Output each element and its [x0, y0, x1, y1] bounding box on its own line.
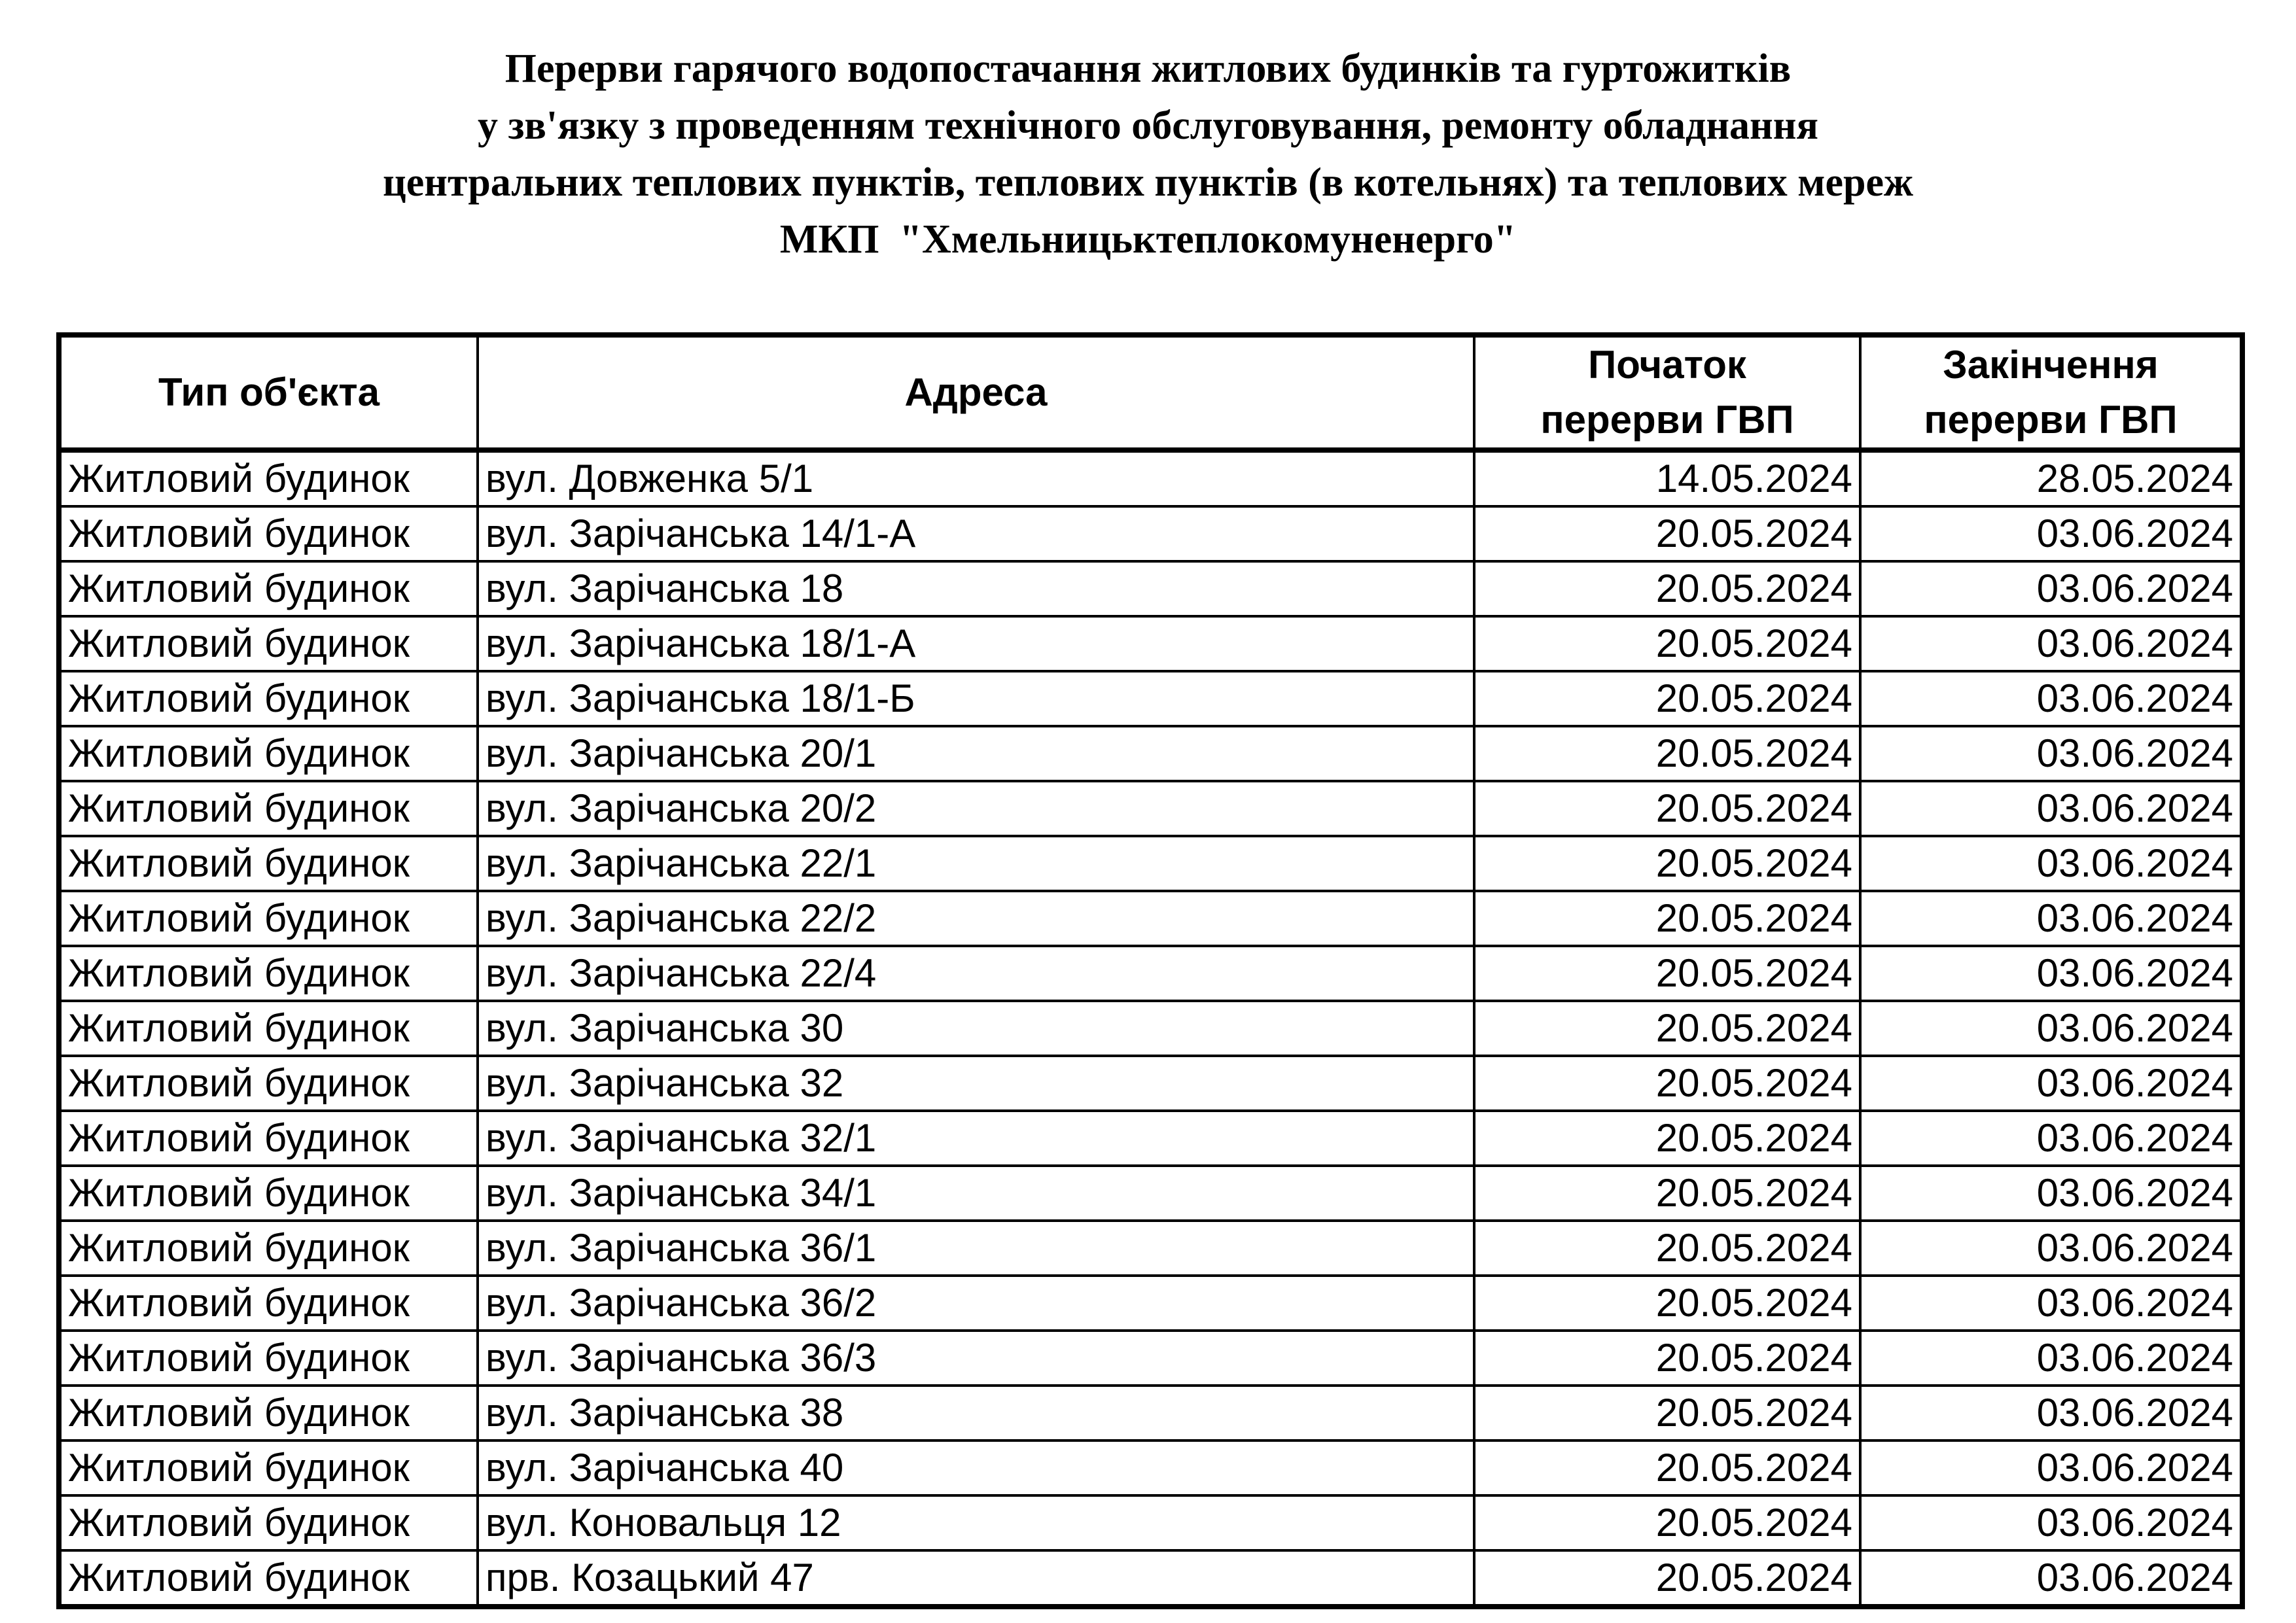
cell-end-date: 03.06.2024 — [1860, 616, 2242, 671]
cell-start-date: 20.05.2024 — [1474, 781, 1860, 836]
cell-address: вул. Зарічанська 22/1 — [478, 836, 1474, 891]
cell-object-type: Житловий будинок — [59, 450, 478, 506]
cell-end-date: 03.06.2024 — [1860, 1056, 2242, 1111]
cell-object-type: Житловий будинок — [59, 561, 478, 616]
cell-start-date: 20.05.2024 — [1474, 1221, 1860, 1276]
table-row — [59, 1440, 2242, 1495]
cell-object-type: Житловий будинок — [59, 1056, 478, 1111]
header-object-type — [59, 335, 478, 450]
cell-end-date: 28.05.2024 — [1860, 450, 2242, 506]
table-row — [59, 1331, 2242, 1386]
cell-end-date: 03.06.2024 — [1860, 836, 2242, 891]
table-row — [59, 616, 2242, 671]
cell-object-type: Житловий будинок — [59, 726, 478, 781]
header-start-label-line1: Початок — [1588, 343, 1746, 387]
cell-start-date: 20.05.2024 — [1474, 616, 1860, 671]
table-body — [59, 450, 2242, 1607]
cell-end-date: 03.06.2024 — [1860, 1001, 2242, 1056]
cell-address: прв. Козацький 47 — [478, 1550, 1474, 1607]
cell-address: вул. Зарічанська 30 — [478, 1001, 1474, 1056]
table-row — [59, 1001, 2242, 1056]
cell-start-date: 20.05.2024 — [1474, 1001, 1860, 1056]
cell-address: вул. Зарічанська 22/2 — [478, 891, 1474, 946]
cell-object-type: Житловий будинок — [59, 616, 478, 671]
table-row — [59, 1111, 2242, 1166]
cell-end-date: 03.06.2024 — [1860, 506, 2242, 561]
header-address — [478, 335, 1474, 450]
cell-address: вул. Зарічанська 14/1-А — [478, 506, 1474, 561]
cell-start-date: 20.05.2024 — [1474, 1550, 1860, 1607]
cell-end-date: 03.06.2024 — [1860, 671, 2242, 726]
cell-address: вул. Зарічанська 36/1 — [478, 1221, 1474, 1276]
title-line-4: МКП "Хмельницьктеплокомуненерго" — [779, 217, 1517, 262]
cell-end-date: 03.06.2024 — [1860, 891, 2242, 946]
cell-address: вул. Зарічанська 40 — [478, 1440, 1474, 1495]
cell-start-date: 20.05.2024 — [1474, 1166, 1860, 1221]
cell-end-date: 03.06.2024 — [1860, 561, 2242, 616]
cell-object-type: Житловий будинок — [59, 1276, 478, 1331]
cell-end-date: 03.06.2024 — [1860, 1276, 2242, 1331]
header-row — [59, 335, 2242, 450]
title-line-2: у зв'язку з проведенням технічного обслуговування, ремонту обладнання — [477, 103, 1819, 148]
cell-address: вул. Зарічанська 32/1 — [478, 1111, 1474, 1166]
header-start — [1474, 335, 1860, 450]
table-row — [59, 1386, 2242, 1440]
cell-object-type: Житловий будинок — [59, 1386, 478, 1440]
table-row — [59, 450, 2242, 506]
table-row — [59, 1276, 2242, 1331]
cell-start-date: 20.05.2024 — [1474, 726, 1860, 781]
cell-start-date: 20.05.2024 — [1474, 946, 1860, 1001]
cell-start-date: 20.05.2024 — [1474, 1440, 1860, 1495]
cell-start-date: 20.05.2024 — [1474, 1111, 1860, 1166]
header-address-label: Адреса — [904, 370, 1048, 414]
cell-start-date: 20.05.2024 — [1474, 836, 1860, 891]
cell-address: вул. Зарічанська 20/2 — [478, 781, 1474, 836]
cell-end-date: 03.06.2024 — [1860, 1440, 2242, 1495]
cell-end-date: 03.06.2024 — [1860, 1550, 2242, 1607]
cell-address: вул. Зарічанська 18 — [478, 561, 1474, 616]
cell-address: вул. Зарічанська 18/1-А — [478, 616, 1474, 671]
table-row — [59, 781, 2242, 836]
cell-end-date: 03.06.2024 — [1860, 1495, 2242, 1550]
cell-start-date: 20.05.2024 — [1474, 1056, 1860, 1111]
cell-end-date: 03.06.2024 — [1860, 1331, 2242, 1386]
cell-address: вул. Довженка 5/1 — [478, 450, 1474, 506]
cell-start-date: 20.05.2024 — [1474, 1331, 1860, 1386]
header-end-label-line1: Закінчення — [1943, 343, 2159, 387]
cell-end-date: 03.06.2024 — [1860, 1111, 2242, 1166]
table-row — [59, 1221, 2242, 1276]
document-title — [0, 41, 2296, 268]
cell-start-date: 20.05.2024 — [1474, 671, 1860, 726]
cell-object-type: Житловий будинок — [59, 836, 478, 891]
cell-object-type: Житловий будинок — [59, 1495, 478, 1550]
cell-object-type: Житловий будинок — [59, 506, 478, 561]
cell-end-date: 03.06.2024 — [1860, 1166, 2242, 1221]
cell-address: вул. Зарічанська 36/3 — [478, 1331, 1474, 1386]
cell-object-type: Житловий будинок — [59, 1166, 478, 1221]
cell-object-type: Житловий будинок — [59, 671, 478, 726]
cell-address: вул. Зарічанська 32 — [478, 1056, 1474, 1111]
cell-start-date: 20.05.2024 — [1474, 1386, 1860, 1440]
cell-object-type: Житловий будинок — [59, 781, 478, 836]
cell-start-date: 20.05.2024 — [1474, 506, 1860, 561]
header-end — [1860, 335, 2242, 450]
cell-start-date: 20.05.2024 — [1474, 891, 1860, 946]
header-end-label-line2: перерви ГВП — [1924, 398, 2178, 442]
header-start-label-line2: перерви ГВП — [1540, 398, 1794, 442]
cell-object-type: Житловий будинок — [59, 1221, 478, 1276]
cell-address: вул. Зарічанська 38 — [478, 1386, 1474, 1440]
cell-address: вул. Коновальця 12 — [478, 1495, 1474, 1550]
cell-end-date: 03.06.2024 — [1860, 781, 2242, 836]
cell-object-type: Житловий будинок — [59, 1440, 478, 1495]
table-row — [59, 836, 2242, 891]
cell-address: вул. Зарічанська 20/1 — [478, 726, 1474, 781]
table-row — [59, 891, 2242, 946]
table-row — [59, 946, 2242, 1001]
title-line-1: Перерви гарячого водопостачання житлових будинків та гуртожитків — [504, 46, 1792, 91]
cell-object-type: Житловий будинок — [59, 1331, 478, 1386]
table-row — [59, 506, 2242, 561]
cell-object-type: Житловий будинок — [59, 946, 478, 1001]
cell-start-date: 20.05.2024 — [1474, 561, 1860, 616]
cell-object-type: Житловий будинок — [59, 1550, 478, 1607]
table-row — [59, 1166, 2242, 1221]
table-row — [59, 671, 2242, 726]
cell-end-date: 03.06.2024 — [1860, 1386, 2242, 1440]
cell-object-type: Житловий будинок — [59, 1001, 478, 1056]
cell-object-type: Житловий будинок — [59, 1111, 478, 1166]
cell-start-date: 20.05.2024 — [1474, 1276, 1860, 1331]
outage-schedule-table — [56, 332, 2245, 1609]
cell-start-date: 14.05.2024 — [1474, 450, 1860, 506]
table-header — [59, 335, 2242, 450]
table-row — [59, 1495, 2242, 1550]
cell-end-date: 03.06.2024 — [1860, 1221, 2242, 1276]
cell-address: вул. Зарічанська 18/1-Б — [478, 671, 1474, 726]
table-row — [59, 1550, 2242, 1607]
table-row — [59, 561, 2242, 616]
title-line-3: центральних теплових пунктів, теплових пунктів (в котельнях) та теплових мереж — [383, 160, 1913, 205]
cell-address: вул. Зарічанська 34/1 — [478, 1166, 1474, 1221]
cell-address: вул. Зарічанська 22/4 — [478, 946, 1474, 1001]
table-row — [59, 1056, 2242, 1111]
header-object-type-label: Тип об'єкта — [158, 370, 380, 414]
cell-start-date: 20.05.2024 — [1474, 1495, 1860, 1550]
cell-address: вул. Зарічанська 36/2 — [478, 1276, 1474, 1331]
cell-end-date: 03.06.2024 — [1860, 726, 2242, 781]
cell-end-date: 03.06.2024 — [1860, 946, 2242, 1001]
cell-object-type: Житловий будинок — [59, 891, 478, 946]
table-row — [59, 726, 2242, 781]
